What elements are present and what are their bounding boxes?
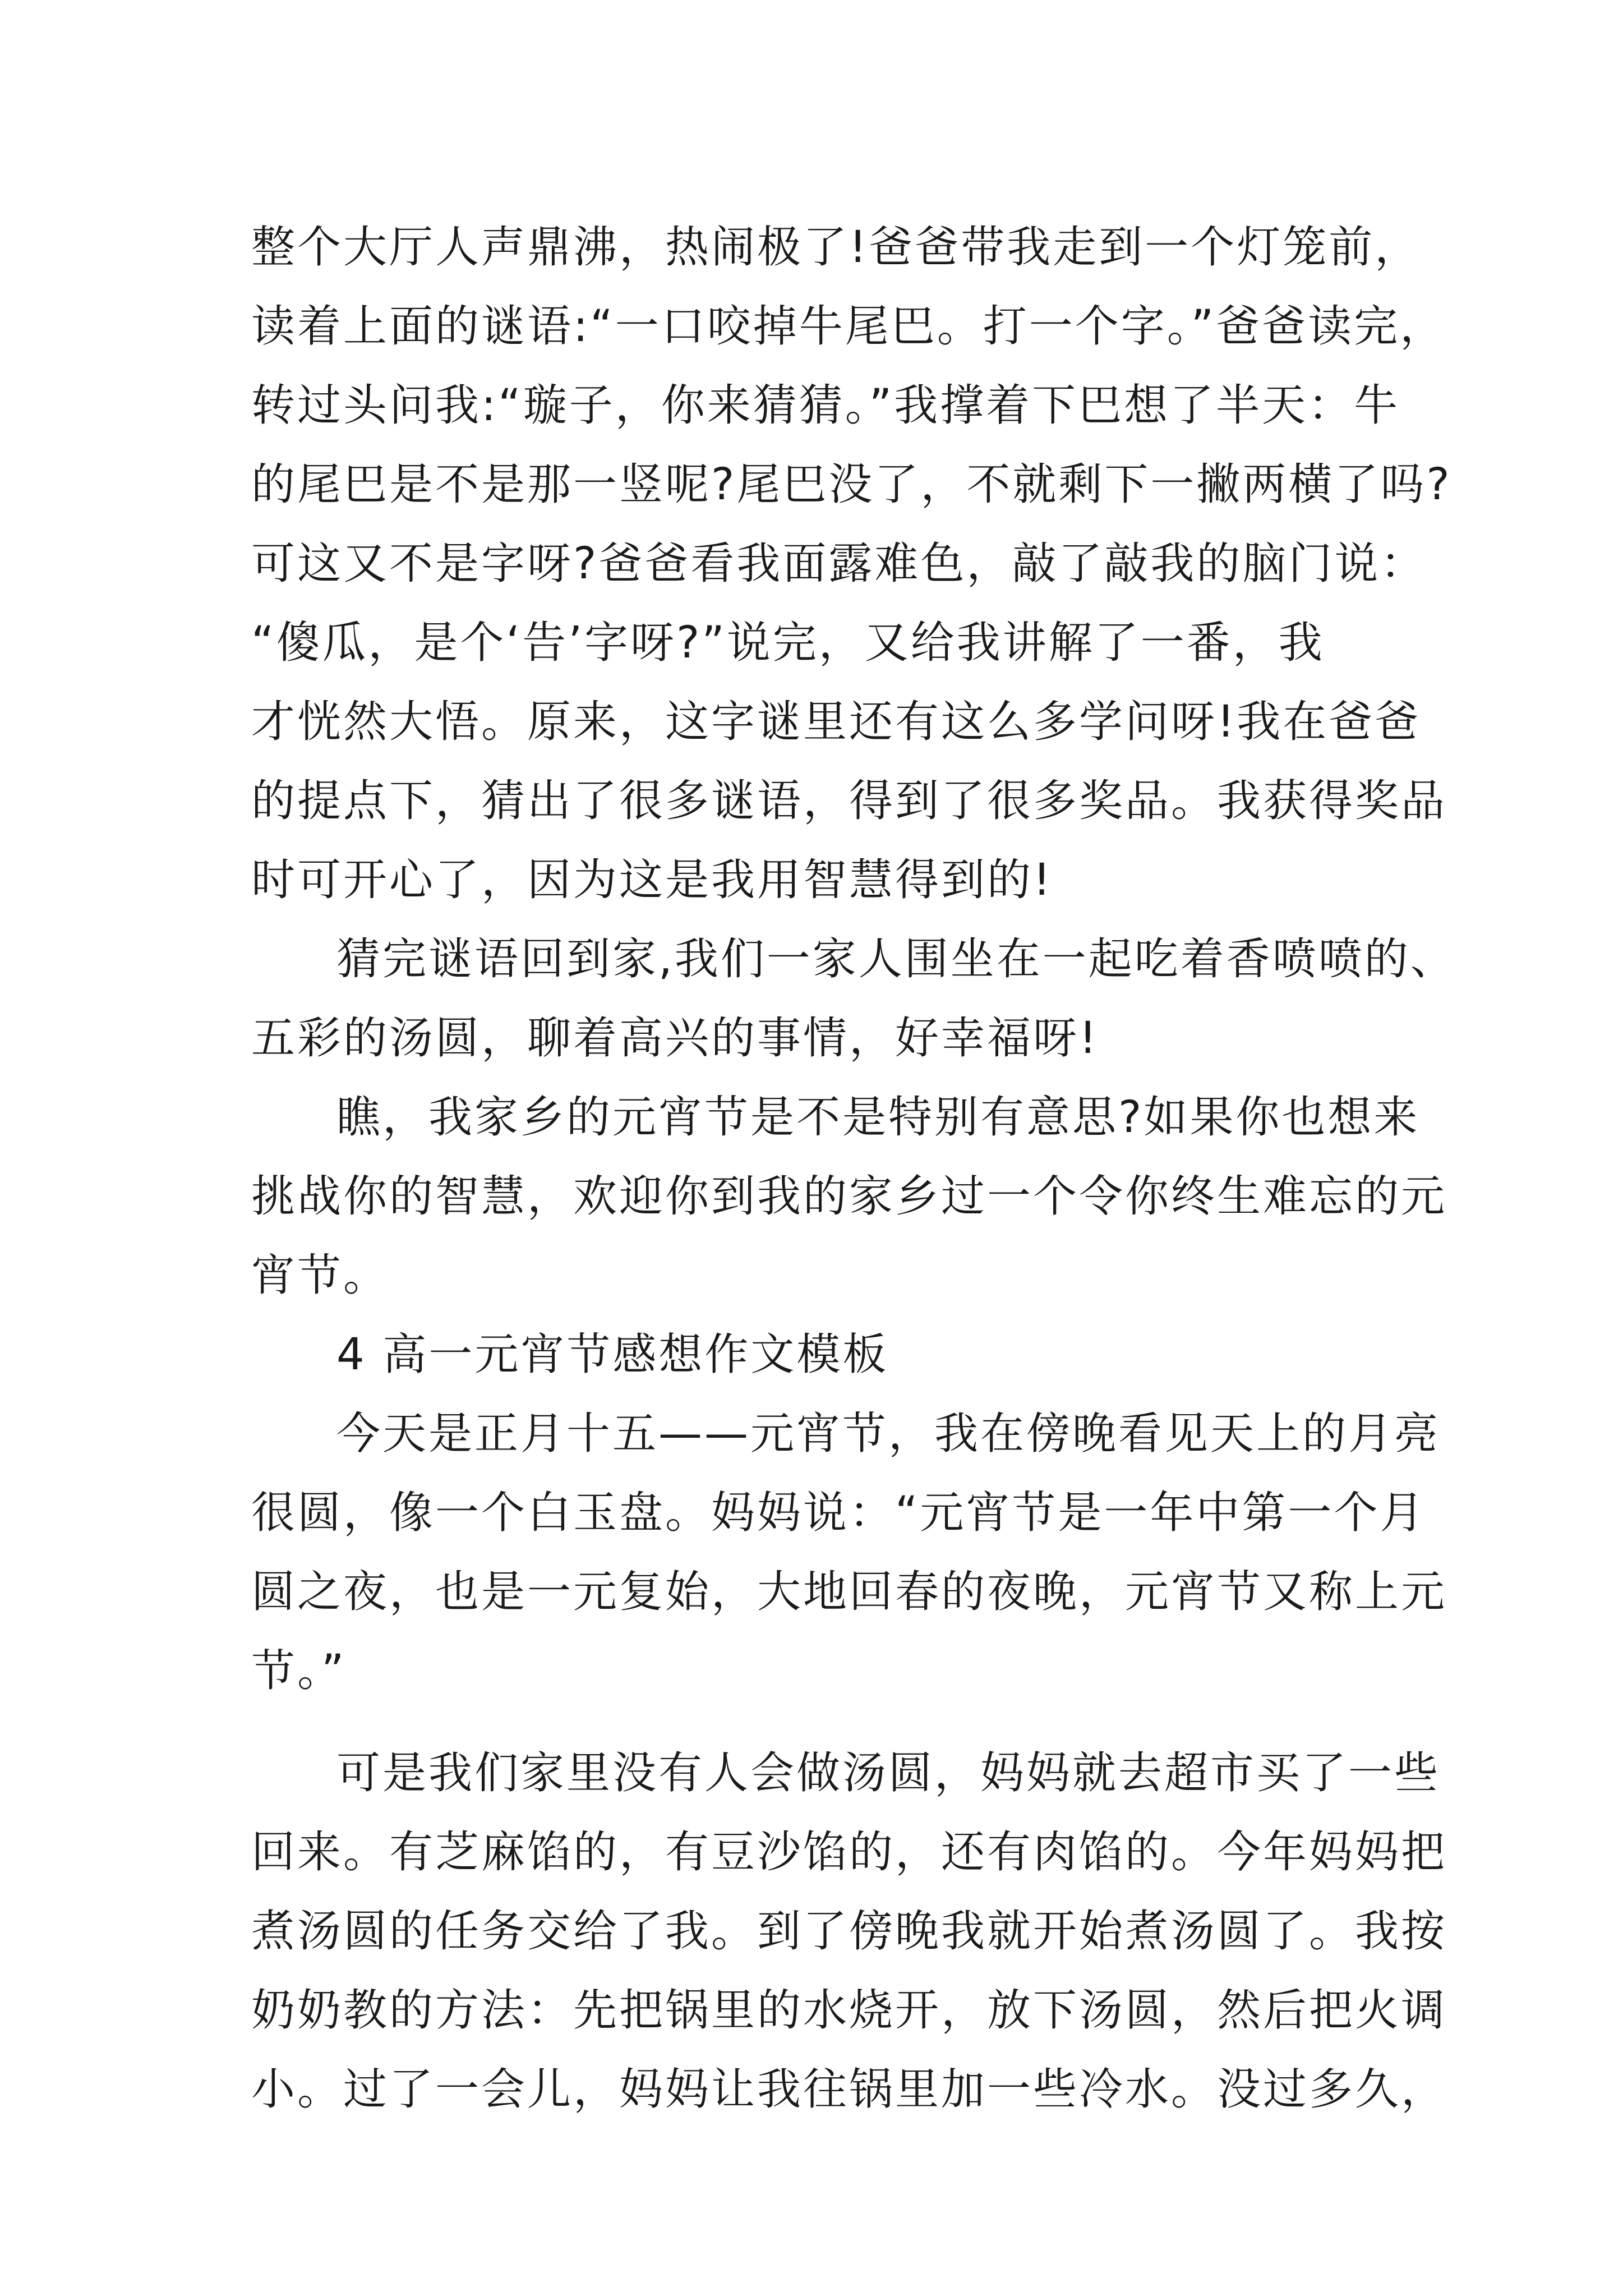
paragraph-line: 很圆，像一个白玉盘。妈妈说：“元宵节是一年中第一个月 — [251, 1488, 1426, 1538]
paragraph-line: 的尾巴是不是那一竖呢?尾巴没了，不就剩下一撇两横了吗? — [251, 459, 1452, 510]
paragraph-line: 猜完谜语回到家,我们一家人围坐在一起吃着香喷喷的、 — [336, 934, 1456, 984]
paragraph-line: 今天是正月十五——元宵节，我在傍晚看见天上的月亮 — [336, 1409, 1441, 1459]
paragraph-line: 挑战你的智慧，欢迎你到我的家乡过一个令你终生难忘的元 — [251, 1171, 1447, 1222]
paragraph-line: 转过头问我:“璇子，你来猜猜。”我撑着下巴想了半天：牛 — [251, 380, 1400, 431]
paragraph-line: 时可开心了，因为这是我用智慧得到的! — [251, 855, 1053, 905]
paragraph-line: 读着上面的谜语:“一口咬掉牛尾巴。打一个字。”爸爸读完， — [251, 301, 1446, 352]
paragraph-line: 的提点下，猜出了很多谜语，得到了很多奖品。我获得奖品 — [251, 776, 1447, 826]
paragraph-line: 回来。有芝麻馅的，有豆沙馅的，还有肉馅的。今年妈妈把 — [251, 1827, 1447, 1878]
paragraph-line: 宵节。 — [251, 1250, 390, 1301]
paragraph-line: 五彩的汤圆，聊着高兴的事情，好幸福呀! — [251, 1013, 1099, 1064]
paragraph-line: 煮汤圆的任务交给了我。到了傍晚我就开始煮汤圆了。我按 — [251, 1906, 1447, 1957]
paragraph-line: 可这又不是字呀?爸爸看我面露难色，敲了敲我的脑门说： — [251, 539, 1427, 589]
section-heading: 4 高一元宵节感想作文模板 — [336, 1329, 889, 1380]
paragraph-line: 才恍然大悟。原来，这字谜里还有这么多学问呀!我在爸爸 — [251, 697, 1421, 747]
paragraph-line: 小。过了一会儿，妈妈让我往锅里加一些冷水。没过多久， — [251, 2064, 1447, 2115]
paragraph-line: 可是我们家里没有人会做汤圆，妈妈就去超市买了一些 — [336, 1748, 1441, 1798]
paragraph-line: 整个大厅人声鼎沸，热闹极了!爸爸带我走到一个灯笼前， — [251, 222, 1421, 273]
paragraph-line: 奶奶教的方法：先把锅里的水烧开，放下汤圆，然后把火调 — [251, 1985, 1447, 2036]
paragraph-line: “傻瓜，是个‘告’字呀?”说完，又给我讲解了一番，我 — [251, 618, 1325, 668]
paragraph-line: 节。” — [251, 1646, 347, 1696]
paragraph-line: 瞧，我家乡的元宵节是不是特别有意思?如果你也想来 — [336, 1092, 1420, 1143]
paragraph-line: 圆之夜，也是一元复始，大地回春的夜晚，元宵节又称上元 — [251, 1567, 1447, 1617]
